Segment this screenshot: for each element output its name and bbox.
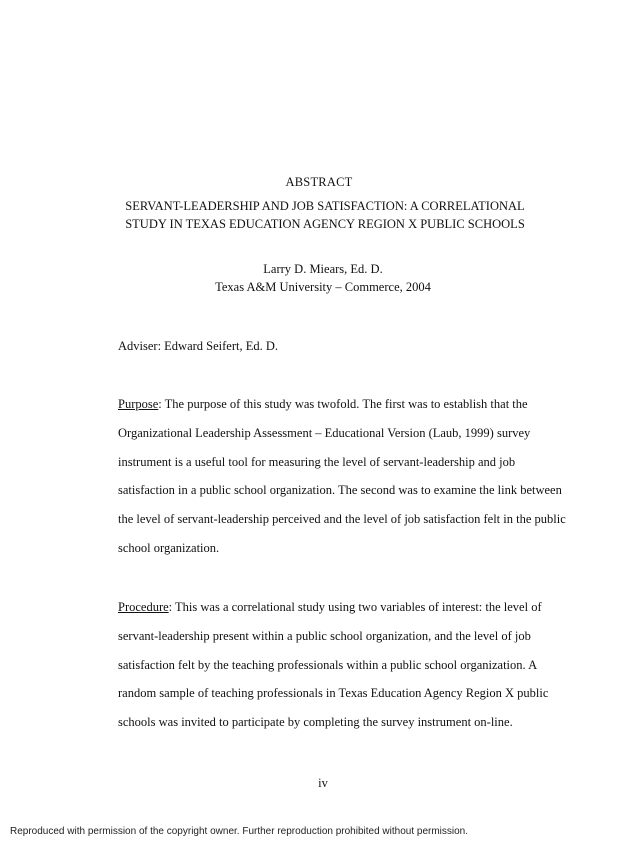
author-name: Larry D. Miears, Ed. D. (263, 262, 383, 276)
copyright-notice: Reproduced with permission of the copyright owner. Further reproduction prohibited without permission. (10, 826, 469, 837)
author-block (0, 260, 638, 296)
purpose-paragraph (118, 395, 598, 568)
paragraph-line: random sample of teaching professionals in Texas Education Agency Region X public (118, 686, 549, 701)
title-line: STUDY IN TEXAS EDUCATION AGENCY REGION X PUBLIC SCHOOLS (125, 217, 525, 231)
paragraph-line: instrument is a useful tool for measuring the level of servant-leadership and job (118, 454, 516, 469)
paragraph-line: the level of servant-leadership perceived and the level of job satisfaction felt in the public (118, 512, 566, 527)
paragraph-text: : The purpose of this study was twofold. The first was to establish that the (158, 397, 528, 411)
paragraph-line (118, 395, 598, 424)
procedure-label: Procedure (118, 600, 169, 614)
paragraph-text: : This was a correlational study using two variables of interest: the level of (168, 600, 542, 614)
author-affiliation: Texas A&M University – Commerce, 2004 (215, 280, 431, 294)
procedure-paragraph (118, 598, 598, 742)
paragraph-line: school organization. (118, 540, 220, 555)
title-line: SERVANT-LEADERSHIP AND JOB SATISFACTION: A CORRELATIONAL (125, 199, 525, 213)
paragraph-line: satisfaction in a public school organization. The second was to examine the link between (118, 483, 562, 498)
purpose-label: Purpose (118, 397, 159, 411)
paragraph-line: schools was invited to participate by completing the survey instrument on-line. (118, 715, 513, 730)
paragraph-line: servant-leadership present within a public school organization, and the level of job (118, 628, 531, 643)
dissertation-title (60, 197, 590, 233)
paragraph-line (118, 598, 598, 627)
paragraph-line: satisfaction felt by the teaching professionals within a public school organization. A (118, 657, 538, 672)
abstract-heading: ABSTRACT (285, 175, 353, 189)
page-number: iv (318, 776, 328, 790)
adviser-line: Adviser: Edward Seifert, Ed. D. (118, 339, 279, 353)
paragraph-line: Organizational Leadership Assessment – Educational Version (Laub, 1999) survey (118, 425, 531, 440)
